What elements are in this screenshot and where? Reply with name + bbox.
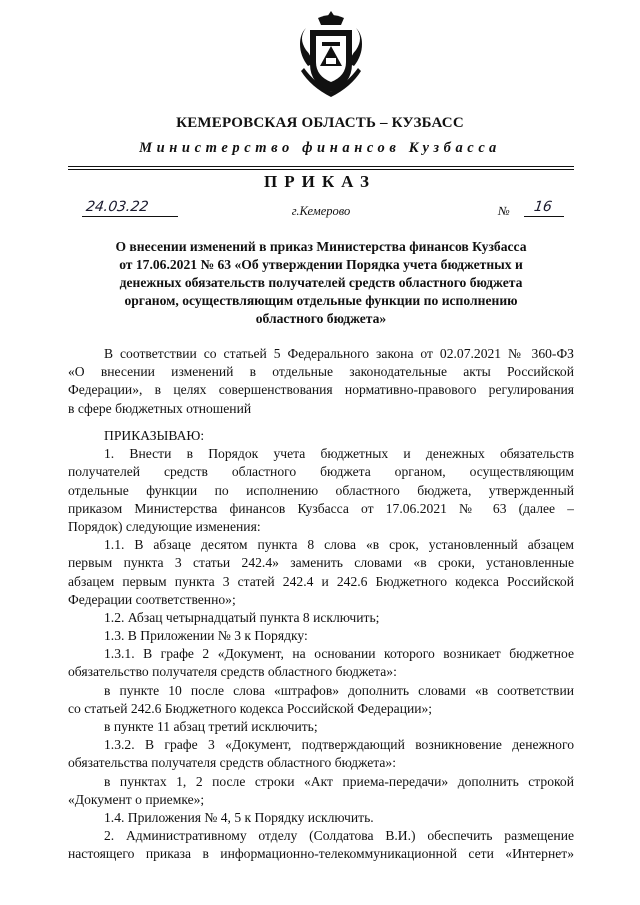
text-line: «Документ о приемке»; [68,791,205,807]
heading-line: от 17.06.2021 № 63 «Об утверждении Порядка учета бюджетных и [119,257,523,272]
heading-line: органом, осуществляющим отдельные функции по исполнению [124,293,518,308]
text-line: отдельные функции по исполнению областного бюджета, утвержденный [68,482,574,498]
text-line: 2. Административному отделу (Солдатова В.И.) обеспечить размещение [104,828,574,844]
text-line: первым пункта 3 статьи 242.4» заменить словами «в сроки, установленные [68,555,574,571]
text-line: получателей средств областного бюджета органом, осуществляющим [68,464,574,480]
text-line: в пункте 11 абзац третий исключить; [104,719,318,734]
text-line: Федерации соответственно»; [68,591,236,607]
text-line: Порядок) следующие изменения: [68,518,261,534]
text-line: 1.1. В абзаце десятом пункта 8 слова «в срок, установленный абзацем [104,537,574,553]
handwritten-number: 16 [532,199,553,215]
text-line: в сфере бюджетных отношений [68,400,252,416]
text-line: обязательства получателя средств областного бюджета»: [68,755,397,771]
header-rule-bottom [68,169,574,170]
text-line: настоящего приказа в информационно-телекоммуникационной сети «Интернет» [68,846,574,862]
text-line: в пункте 10 после слова «штрафов» дополнить словами «в соответствии [104,682,574,698]
number-label: № [498,204,510,218]
handwritten-date: 24.03.22 [84,199,150,215]
text-line: 1.2. Абзац четырнадцатый пункта 8 исключить; [104,609,380,625]
order-body [68,427,574,864]
text-line: «О внесении изменений в отдельные законодательные акты Российской [68,364,574,380]
text-line: 1.3.1. В графе 2 «Документ, на основании которого возникает бюджетное [104,646,574,662]
city: г.Кемерово [291,204,351,218]
number-underline [524,216,564,217]
text-line: ПРИКАЗЫВАЮ: [104,428,205,443]
text-line: 1. Внести в Порядок учета бюджетных и денежных обязательств [104,446,574,462]
text-line: приказом Министерства финансов Кузбасса от 17.06.2021 № 63 (далее – [68,500,574,516]
text-line: 1.3. В Приложении № 3 к Порядку: [104,628,308,644]
preamble [68,345,574,418]
order-title: ПРИКАЗ [264,172,376,191]
ministry-name: Министерство финансов Кузбасса [139,140,501,156]
text-line: В соответствии со статьей 5 Федерального закона от 02.07.2021 № 360-ФЗ [104,346,574,361]
text-line: Федерации», в целях совершенствования нормативно-правового регулирования [68,382,574,398]
text-line: обязательство получателя средств областного бюджета»: [68,664,397,680]
heading-line: областного бюджета» [255,311,387,326]
text-line: в пунктах 1, 2 после строки «Акт приема-передачи» дополнить строкой [104,773,574,789]
order-heading [68,238,574,328]
header-rule-top [68,166,574,167]
text-line: 1.3.2. В графе 3 «Документ, подтверждающий возникновение денежного [104,737,574,753]
text-line: абзацем первым пункта 3 статей 242.4 и 242.6 Бюджетного кодекса Российской [68,573,574,589]
text-line: 1.4. Приложения № 4, 5 к Порядку исключить. [104,809,374,825]
heading-line: О внесении изменений в приказ Министерства финансов Кузбасса [115,239,527,254]
order-meta-row [68,199,574,222]
text-line: со статьей 242.6 Бюджетного кодекса Российской Федерации»; [68,700,433,716]
region-name: КЕМЕРОВСКАЯ ОБЛАСТЬ – КУЗБАСС [176,115,464,131]
coat-of-arms-emblem [296,8,366,100]
heading-line: денежных обязательств получателей средств областного бюджета [119,275,523,290]
